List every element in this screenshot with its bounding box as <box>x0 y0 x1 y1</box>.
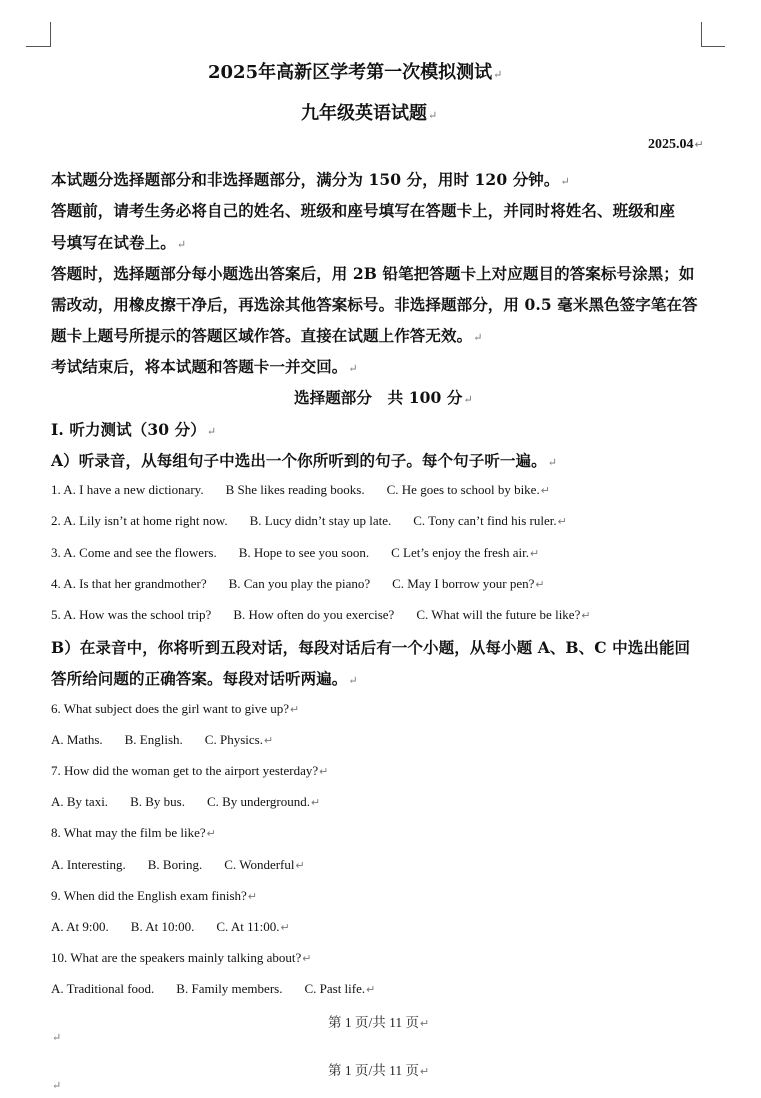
question-stem: 6. What subject does the girl want to give up?↵ <box>51 701 300 716</box>
exam-date: 2025.04↵ <box>648 137 704 152</box>
question-options: A. Traditional food. B. Family members. C. Past life.↵ <box>51 981 376 996</box>
question-row: 3. A. Come and see the flowers. B. Hope to see you soon. C Let’s enjoy the fresh air.↵ <box>51 545 540 560</box>
question-options: A. At 9:00. B. At 10:00. C. At 11:00.↵ <box>51 919 290 934</box>
exam-title: 2025年高新区学考第一次模拟测试↵ <box>208 62 503 83</box>
instruction-line-6: 题卡上题号所提示的答题区域作答。直接在试题上作答无效。↵ <box>51 326 483 345</box>
instruction-line-3: 号填写在试卷上。↵ <box>51 233 187 252</box>
part-b-instruction-line-2: 答所给问题的正确答案。每段对话听两遍。↵ <box>51 669 358 688</box>
question-row: 1. A. I have a new dictionary. B She likes reading books. C. He goes to school by bike.↵ <box>51 482 550 497</box>
paragraph-mark: ↵ <box>52 1031 62 1044</box>
question-stem: 7. How did the woman get to the airport yesterday?↵ <box>51 763 329 778</box>
question-row: 2. A. Lily isn’t at home right now. B. Lucy didn’t stay up late. C. Tony can’t find his ruler.↵ <box>51 513 567 528</box>
question-options: A. Interesting. B. Boring. C. Wonderful↵ <box>51 857 305 872</box>
instruction-line-5: 需改动，用橡皮擦干净后，再选涂其他答案标号。非选择题部分，用 0.5 毫米黑色签字笔在答 <box>51 295 698 314</box>
page-footer: 第 1 页/共 11 页↵ <box>328 1015 430 1030</box>
instruction-line-7: 考试结束后，将本试题和答题卡一并交回。↵ <box>51 357 358 376</box>
instruction-line-1: 本试题分选择题部分和非选择题部分，满分为 150 分，用时 120 分钟。↵ <box>51 170 570 189</box>
part-a-instruction: A）听录音，从每组句子中选出一个你所听到的句子。每个句子听一遍。↵ <box>51 451 558 470</box>
question-row: 4. A. Is that her grandmother? B. Can you play the piano? C. May I borrow your pen?↵ <box>51 576 545 591</box>
question-stem: 10. What are the speakers mainly talking about?↵ <box>51 950 312 965</box>
question-options: A. Maths. B. English. C. Physics.↵ <box>51 732 274 747</box>
paragraph-mark: ↵ <box>52 1079 62 1092</box>
instruction-line-4: 答题时，选择题部分每小题选出答案后，用 2B 铅笔把答题卡上对应题目的答案标号涂黑；如 <box>51 264 695 283</box>
section-heading: 选择题部分 共 100 分↵ <box>294 388 473 407</box>
question-options: A. By taxi. B. By bus. C. By underground.↵ <box>51 794 321 809</box>
page-footer: 第 1 页/共 11 页↵ <box>328 1063 430 1078</box>
instruction-line-2: 答题前，请考生务必将自己的姓名、班级和座号填写在答题卡上，并同时将姓名、班级和座 <box>51 201 676 220</box>
part-1-heading: Ⅰ. 听力测试（30 分）↵ <box>51 420 217 439</box>
question-stem: 8. What may the film be like?↵ <box>51 825 216 840</box>
question-stem: 9. When did the English exam finish?↵ <box>51 888 258 903</box>
part-b-instruction-line-1: B）在录音中，你将听到五段对话，每段对话后有一个小题，从每小题 A、B、C 中选出能回 <box>51 638 691 657</box>
exam-subtitle: 九年级英语试题↵ <box>301 103 438 124</box>
question-row: 5. A. How was the school trip? B. How often do you exercise? C. What will the future be like?↵ <box>51 607 591 622</box>
